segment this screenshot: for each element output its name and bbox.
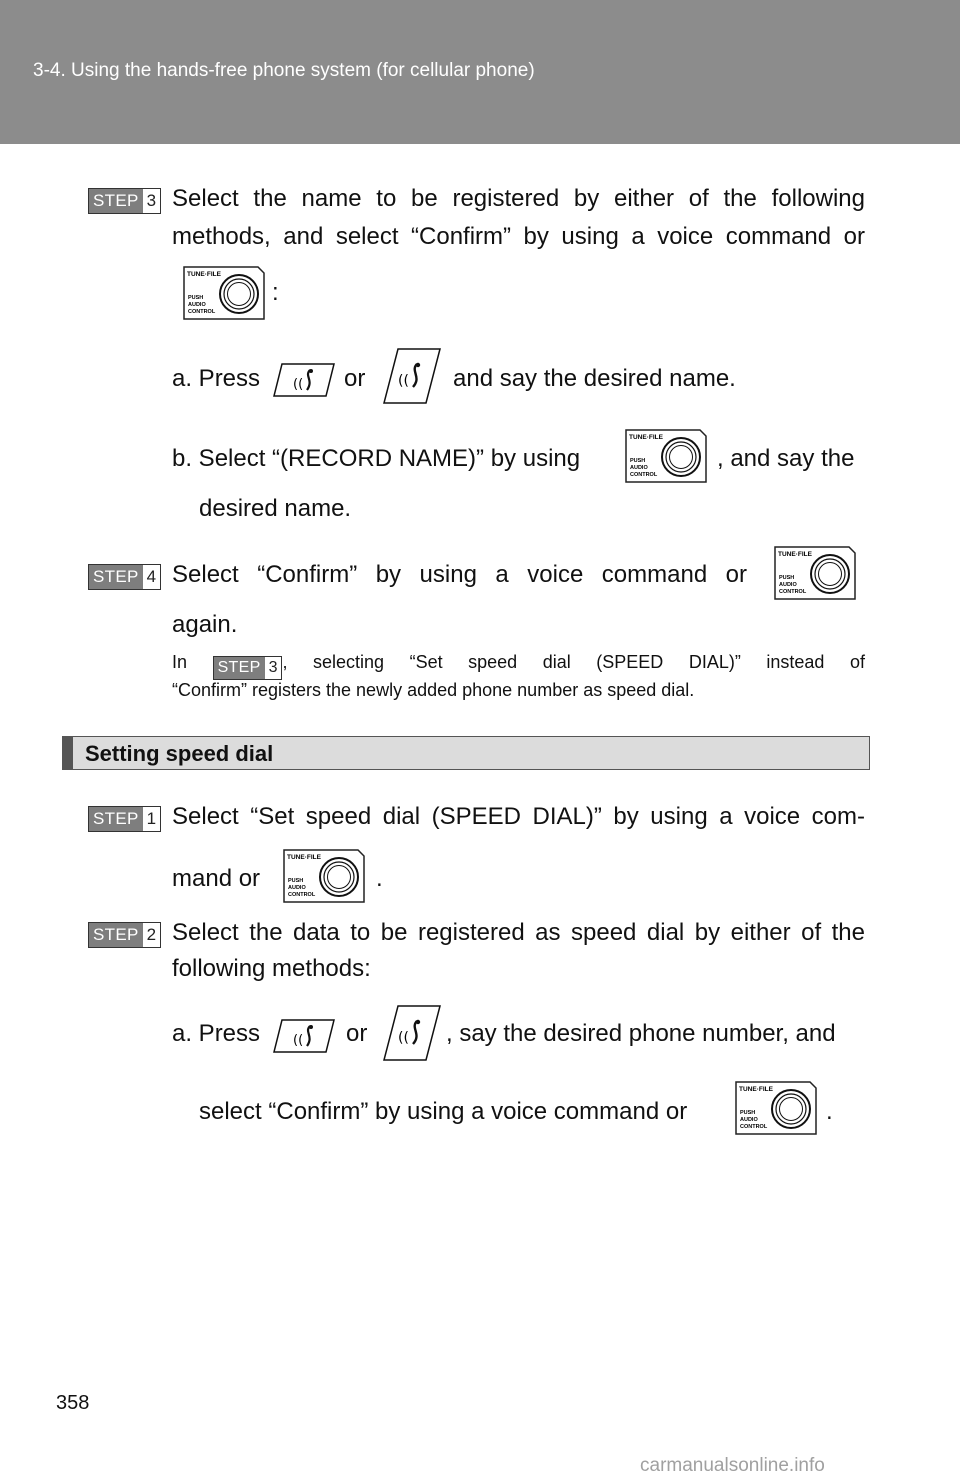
page-number: 358 [56,1392,90,1414]
tune-file-knob-icon [623,428,709,484]
speed-dial-step-2-a-or: or [346,1020,368,1047]
watermark: carmanualsonline.info [640,1455,825,1476]
step-word: STEP [89,923,143,947]
step-3-b-suffix: , and say the [717,445,855,472]
step-number: 2 [146,925,157,944]
tune-file-knob-icon [772,545,858,601]
tune-file-knob-icon [182,265,266,321]
knob-push-label: PUSH [740,1110,756,1116]
talk-switch-large-icon [382,1004,442,1062]
talk-switch-small-icon [272,1018,336,1054]
knob-tune-label: TUNE·FILE [629,434,663,441]
speed-dial-step-1-line-2-suffix: . [376,865,383,892]
step-3-a-suffix: and say the desired name. [453,365,736,392]
step-number: 1 [146,809,157,828]
step-number: 4 [146,567,157,586]
step-3-badge [88,188,161,214]
knob-tune-label: TUNE·FILE [187,271,221,278]
knob-audio-label: AUDIO [630,465,648,471]
step-4-line-1: Select “Confirm” by using a voice command or [172,561,747,588]
step-word: STEP [89,189,143,213]
knob-tune-label: TUNE·FILE [778,551,812,558]
knob-control-label: CONTROL [188,309,216,315]
knob-control-label: CONTROL [740,1124,768,1130]
svg-text:((: (( [293,1033,304,1048]
section-header [62,736,870,770]
page-header [0,0,960,144]
step-4-badge [88,564,161,590]
step-3-colon: : [272,279,279,306]
knob-tune-label: TUNE·FILE [287,854,321,861]
speed-dial-step-1-badge [88,806,161,832]
note-line-1-suffix: , selecting “Set speed dial (SPEED DIAL)” instead of [282,652,865,672]
knob-push-label: PUSH [188,295,204,301]
speed-dial-step-1-line-1: Select “Set speed dial (SPEED DIAL)” by using a voice com- [172,803,865,830]
knob-audio-label: AUDIO [188,302,206,308]
step-word: STEP [214,657,265,679]
knob-audio-label: AUDIO [740,1117,758,1123]
speed-dial-step-2-a-line-2-prefix: select “Confirm” by using a voice command or [199,1098,688,1125]
speed-dial-step-2-badge [88,922,161,948]
note-prefix: In [172,652,188,672]
tune-file-knob-icon [282,848,366,904]
knob-audio-label: AUDIO [288,885,306,891]
speed-dial-step-2-a-line-2-suffix: . [826,1098,833,1125]
header-title: 3-4. Using the hands-free phone system (for cellular phone) [33,60,535,81]
section-title: Setting speed dial [85,741,274,766]
talk-switch-small-icon [272,362,336,398]
step-3-a-prefix: a. Press [172,365,261,392]
svg-text:((: (( [398,373,409,389]
step-number: 3 [268,659,278,676]
speed-dial-step-2-a-suffix: , say the desired phone number, and [446,1020,836,1047]
knob-control-label: CONTROL [288,892,316,898]
step-3-b-line-2: desired name. [199,495,352,522]
knob-tune-label: TUNE·FILE [739,1086,773,1093]
step-4-line-2: again. [172,611,238,638]
speed-dial-step-2-line-2: following methods: [172,955,371,982]
note-line-2: “Confirm” registers the newly added phone number as speed dial. [172,680,695,700]
svg-text:((: (( [293,377,304,392]
speed-dial-step-1-line-2-prefix: mand or [172,865,261,892]
talk-switch-large-icon [382,347,442,405]
knob-control-label: CONTROL [779,589,807,595]
step-word: STEP [89,565,143,589]
step-3-a-or: or [344,365,366,392]
step-number: 3 [146,191,157,210]
step-3-line-1: Select the name to be registered by either of the following [172,185,865,212]
speed-dial-step-2-a-prefix: a. Press [172,1020,261,1047]
step-word: STEP [89,807,143,831]
knob-push-label: PUSH [288,878,304,884]
knob-control-label: CONTROL [630,472,658,478]
step-3-line-2: methods, and select “Confirm” by using a voice command or [172,223,865,250]
speed-dial-step-2-line-1: Select the data to be registered as speed dial by either of the [172,919,865,946]
tune-file-knob-icon [733,1080,819,1136]
step-3-b-prefix: b. Select “(RECORD NAME)” by using [172,445,581,472]
section-accent [63,737,73,769]
knob-push-label: PUSH [630,458,646,464]
svg-text:((: (( [398,1030,409,1046]
knob-push-label: PUSH [779,575,795,581]
knob-audio-label: AUDIO [779,582,797,588]
